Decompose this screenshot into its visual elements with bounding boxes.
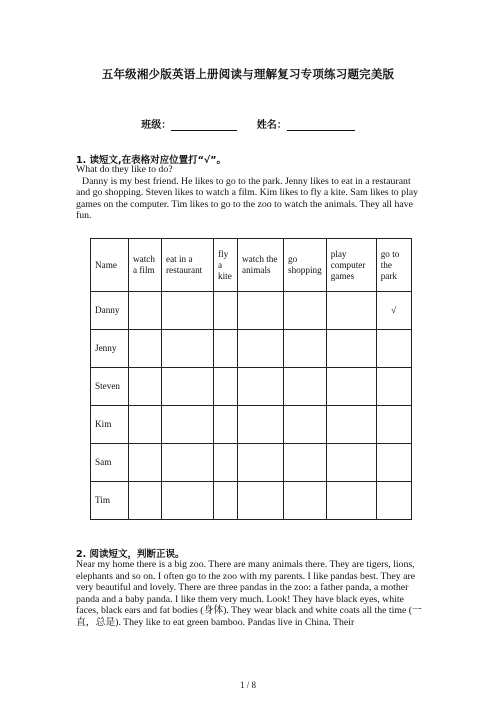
table-cell[interactable]: [129, 444, 162, 482]
page-number: 1 / 8: [239, 680, 256, 690]
table-cell[interactable]: [129, 330, 162, 368]
table-cell[interactable]: [162, 406, 214, 444]
question-1-text: Danny is my best friend. He likes to go to the park. Jenny likes to eat in a restaurant and go shopping. Steven likes to watch a film. Kim likes to fly a kite. Sam likes to play games on the computer. Tim likes to go to the zoo to watch the animals. They all have fun.: [76, 175, 419, 222]
header-watch-film: watch a film: [129, 239, 162, 292]
student-info: [0, 116, 496, 131]
table-cell[interactable]: [238, 482, 284, 520]
table-cell[interactable]: [214, 406, 238, 444]
question-1-passage: [76, 164, 422, 222]
table-cell[interactable]: [214, 368, 238, 406]
table-row: [91, 482, 412, 520]
row-name: Sam: [91, 444, 129, 482]
table-cell[interactable]: [376, 444, 411, 482]
table-cell[interactable]: [284, 330, 327, 368]
table-cell[interactable]: [376, 482, 411, 520]
question-1-prompt: What do they like to do?: [76, 164, 173, 175]
table-row: [91, 330, 412, 368]
table-cell[interactable]: [214, 482, 238, 520]
table-cell[interactable]: [284, 292, 327, 330]
class-blank[interactable]: [171, 120, 237, 131]
table-row: [91, 406, 412, 444]
row-name: Jenny: [91, 330, 129, 368]
table-cell[interactable]: [238, 444, 284, 482]
table-header-row: [91, 239, 412, 292]
header-watch-animals: watch the animals: [238, 239, 284, 292]
question-2-text: Near my home there is a big zoo. There are many animals there. They are tigers, lions, elephants and so on. I often go to the zoo with my parents. I like pandas best. They are very beautiful and lovely. There are three pandas in the zoo: a father panda, a mother panda and a baby panda. I like them very much. Look! They have black eyes, white faces, black ears and fat bodies (身体). They wear black and white coats all the time (一直，总是). They like to eat green bamboo. Pandas live in China. Their: [76, 559, 422, 628]
table-cell[interactable]: [214, 444, 238, 482]
question-2-passage: [76, 559, 422, 629]
class-label: 班级：: [141, 120, 172, 131]
table-cell[interactable]: [162, 444, 214, 482]
table-row: [91, 292, 412, 330]
table-cell[interactable]: [326, 330, 376, 368]
table-cell[interactable]: [129, 292, 162, 330]
header-name: Name: [91, 239, 129, 292]
row-name: Tim: [91, 482, 129, 520]
answer-table: [90, 238, 412, 520]
table-cell[interactable]: [284, 368, 327, 406]
table-cell[interactable]: [376, 368, 411, 406]
table-cell[interactable]: [162, 330, 214, 368]
row-name: Kim: [91, 406, 129, 444]
table-cell[interactable]: [326, 482, 376, 520]
table-row: [91, 368, 412, 406]
table-row: [91, 444, 412, 482]
header-go-to-park: go to the park: [376, 239, 411, 292]
table-cell[interactable]: [162, 368, 214, 406]
table-cell[interactable]: [284, 406, 327, 444]
table-cell[interactable]: [238, 330, 284, 368]
table-cell[interactable]: [326, 368, 376, 406]
table-cell[interactable]: [284, 482, 327, 520]
table-cell[interactable]: [284, 444, 327, 482]
table-cell[interactable]: [376, 330, 411, 368]
table-cell[interactable]: [376, 406, 411, 444]
table-cell[interactable]: [214, 292, 238, 330]
table-cell[interactable]: [326, 292, 376, 330]
table-cell[interactable]: [326, 406, 376, 444]
table-cell[interactable]: [129, 368, 162, 406]
name-label: 姓名：: [256, 120, 287, 131]
header-play-computer-games: play computer games: [326, 239, 376, 292]
header-fly-kite: fly a kite: [214, 239, 238, 292]
question-2-heading: 2. 阅读短文，判断正误。: [76, 549, 185, 560]
table-cell[interactable]: [238, 368, 284, 406]
table-cell[interactable]: [326, 444, 376, 482]
table-cell[interactable]: [162, 292, 214, 330]
table-cell[interactable]: [162, 482, 214, 520]
header-go-shopping: go shopping: [284, 239, 327, 292]
question-1-heading: 1. 读短文,在表格对应位置打“√”。: [76, 155, 226, 166]
table-cell[interactable]: [238, 406, 284, 444]
row-name: Danny: [91, 292, 129, 330]
name-blank[interactable]: [287, 120, 355, 131]
table-cell[interactable]: [214, 330, 238, 368]
table-cell[interactable]: [129, 406, 162, 444]
check-mark-cell[interactable]: √: [376, 292, 411, 330]
row-name: Steven: [91, 368, 129, 406]
table-cell[interactable]: [238, 292, 284, 330]
page-title: 五年级湘少版英语上册阅读与理解复习专项练习题完美版: [101, 67, 395, 81]
table-cell[interactable]: [129, 482, 162, 520]
header-eat-restaurant: eat in a restaurant: [162, 239, 214, 292]
